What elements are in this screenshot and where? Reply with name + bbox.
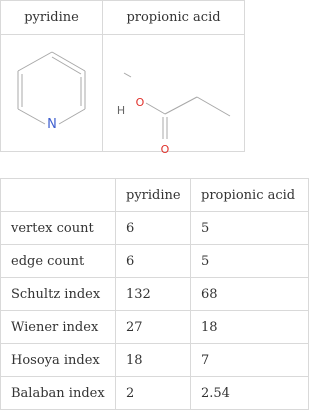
properties-header-row — [1, 179, 309, 212]
table-row — [1, 212, 309, 245]
pyridine-structure — [1, 35, 102, 147]
header-pyridine: pyridine — [116, 179, 191, 212]
structures-table — [0, 0, 245, 156]
propionic-acid-value: 5 — [191, 212, 309, 245]
propionic-acid-value: 18 — [191, 311, 309, 344]
nitrogen-atom-label: N — [47, 117, 57, 132]
row-label: edge count — [1, 245, 116, 278]
propionic-acid-value: 7 — [191, 344, 309, 377]
pyridine-bonds — [18, 52, 85, 124]
propionic-acid-structure — [103, 35, 244, 156]
propionic-acid-value: 68 — [191, 278, 309, 311]
propionic-acid-value: 5 — [191, 245, 309, 278]
propionic-acid-structure-cell — [103, 35, 245, 156]
pyridine-value: 2 — [116, 377, 191, 410]
pyridine-value: 6 — [116, 245, 191, 278]
properties-table — [0, 178, 309, 410]
header-propionic-acid: propionic acid — [103, 1, 245, 35]
hydroxyl-oxygen-label: O — [135, 96, 145, 109]
table-row — [1, 278, 309, 311]
header-empty — [1, 179, 116, 212]
row-label: Hosoya index — [1, 344, 116, 377]
hydrogen-atom-label: H — [116, 104, 126, 117]
header-propionic-acid: propionic acid — [191, 179, 309, 212]
row-label: vertex count — [1, 212, 116, 245]
table-row — [1, 311, 309, 344]
pyridine-value: 18 — [116, 344, 191, 377]
carbonyl-oxygen-label: O — [160, 143, 170, 156]
row-label: Balaban index — [1, 377, 116, 410]
table-row — [1, 245, 309, 278]
structures-image-row — [1, 35, 245, 152]
table-row — [1, 344, 309, 377]
pyridine-value: 6 — [116, 212, 191, 245]
pyridine-value: 132 — [116, 278, 191, 311]
pyridine-value: 27 — [116, 311, 191, 344]
row-label: Wiener index — [1, 311, 116, 344]
table-row — [1, 377, 309, 410]
structures-header-row — [1, 1, 245, 35]
pyridine-structure-cell — [1, 35, 103, 152]
header-pyridine: pyridine — [1, 1, 103, 35]
row-label: Schultz index — [1, 278, 116, 311]
propionic-acid-value: 2.54 — [191, 377, 309, 410]
